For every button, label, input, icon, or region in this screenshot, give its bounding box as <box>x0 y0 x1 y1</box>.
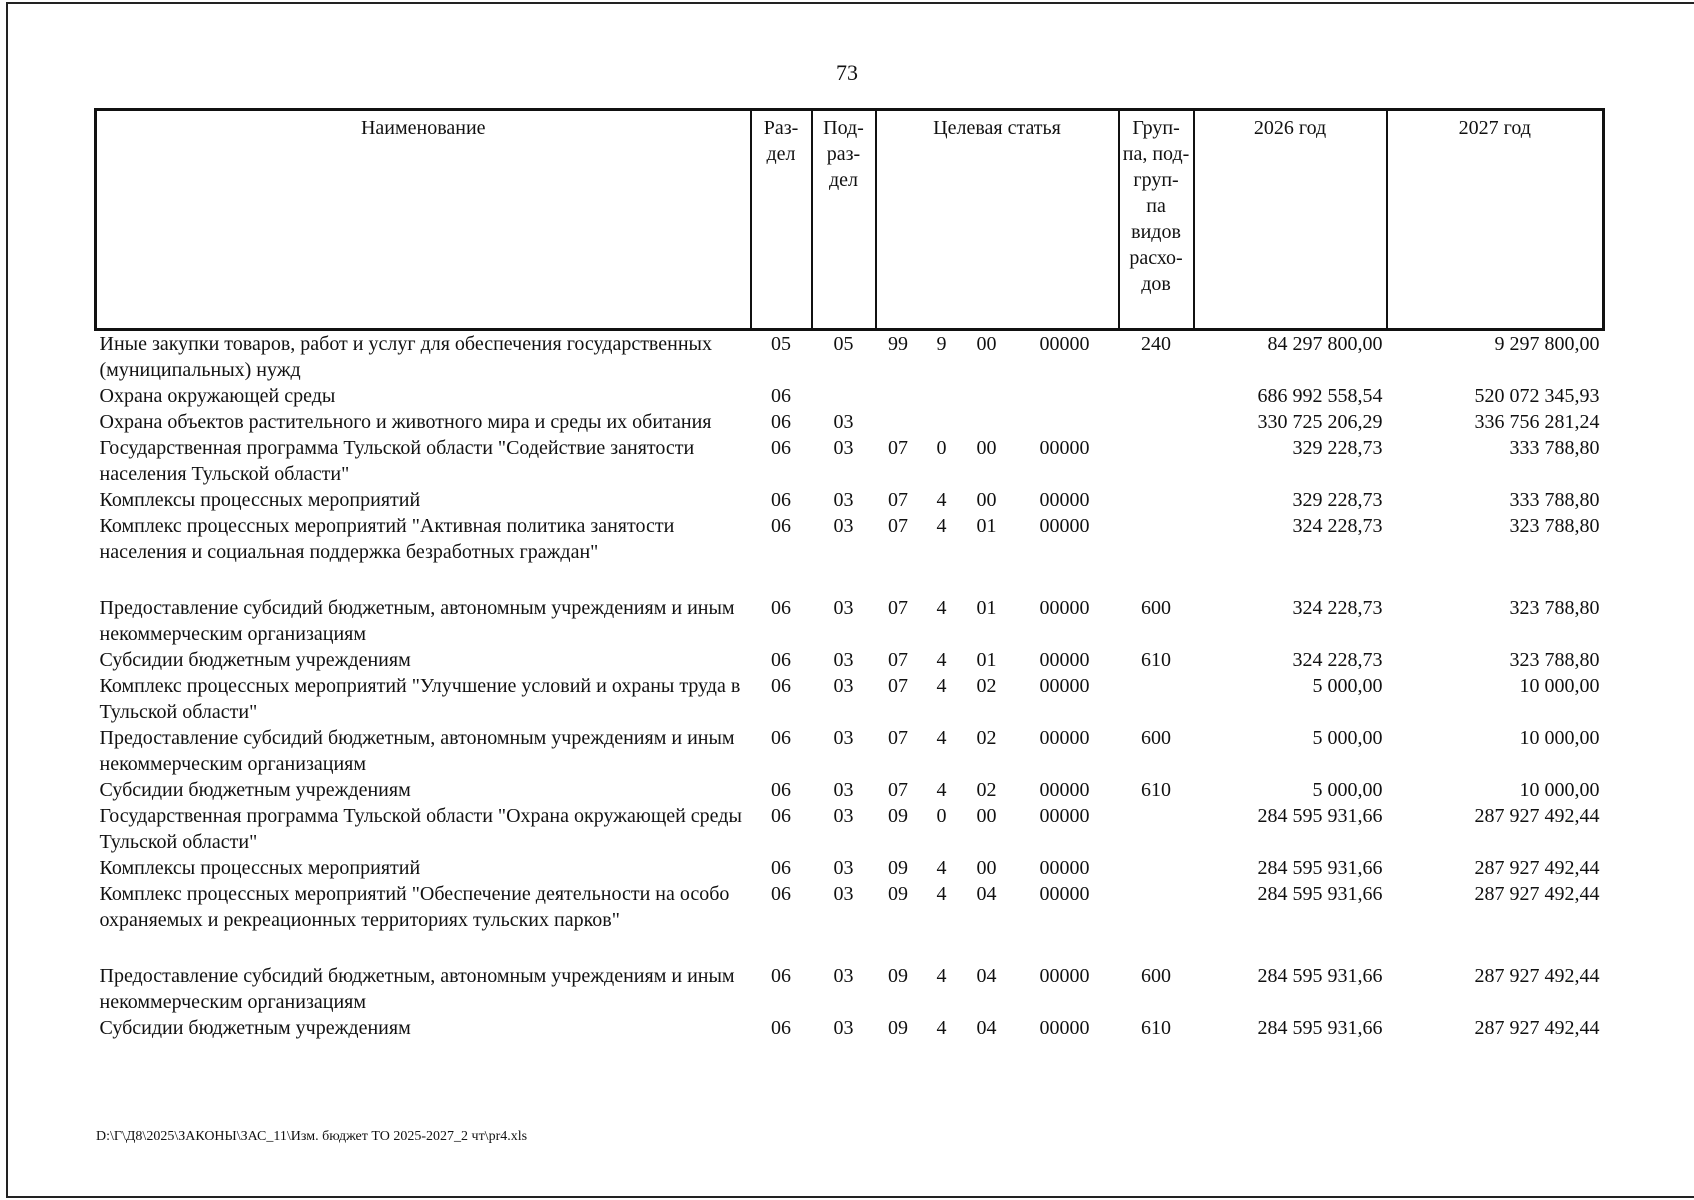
table-body <box>96 330 1604 1042</box>
table-row <box>96 647 1604 673</box>
cell-tselevaya-1: 07 <box>888 649 908 671</box>
cell-name: Иные закупки товаров, работ и услуг для обеспечения государственных (муниципальных) нужд <box>99 333 712 381</box>
cell-podrazdel: 03 <box>833 857 854 879</box>
cell-gruppa: 600 <box>1141 727 1172 749</box>
cell-gruppa <box>1119 487 1194 513</box>
cell-tselevaya-2 <box>921 383 963 409</box>
cell-tselevaya-2: 4 <box>936 675 947 697</box>
cell-gruppa <box>1119 435 1194 487</box>
cell-tselevaya-3: 00 <box>976 805 997 827</box>
cell-name: Субсидии бюджетным учреждениям <box>99 779 411 801</box>
table-row <box>96 409 1604 435</box>
cell-tselevaya-1: 09 <box>888 965 908 987</box>
cell-razdel: 06 <box>771 1017 791 1039</box>
cell-2026: 284 595 931,66 <box>1257 883 1383 905</box>
cell-2026: 324 228,73 <box>1292 597 1383 619</box>
table-row <box>96 1015 1604 1041</box>
cell-podrazdel: 03 <box>833 515 854 537</box>
cell-gruppa: 600 <box>1141 965 1172 987</box>
cell-tselevaya-3: 01 <box>976 597 997 619</box>
cell-razdel: 05 <box>771 333 791 355</box>
cell-tselevaya-2: 9 <box>936 333 947 355</box>
table-row <box>96 673 1604 725</box>
cell-tselevaya-4: 00000 <box>1039 675 1090 697</box>
cell-tselevaya-3: 04 <box>976 1017 997 1039</box>
cell-tselevaya-4: 00000 <box>1039 883 1090 905</box>
header-podrazdel: Под- раз- дел <box>812 110 876 330</box>
cell-name: Охрана окружающей среды <box>99 385 336 407</box>
cell-tselevaya-2: 4 <box>936 965 947 987</box>
cell-tselevaya-1 <box>876 383 921 409</box>
cell-2026: 324 228,73 <box>1292 649 1383 671</box>
cell-podrazdel: 03 <box>833 489 854 511</box>
cell-2027: 10 000,00 <box>1519 727 1600 749</box>
cell-2027: 287 927 492,44 <box>1474 805 1600 827</box>
cell-tselevaya-4: 00000 <box>1039 597 1090 619</box>
cell-name: Комплексы процессных мероприятий <box>99 489 421 511</box>
cell-tselevaya-2: 4 <box>936 597 947 619</box>
cell-2027: 333 788,80 <box>1509 489 1600 511</box>
header-name: Наименование <box>96 110 751 330</box>
cell-tselevaya-2: 4 <box>936 515 947 537</box>
cell-razdel: 06 <box>771 385 791 407</box>
cell-tselevaya-3: 02 <box>976 779 997 801</box>
cell-razdel: 06 <box>771 805 791 827</box>
cell-2026: 284 595 931,66 <box>1257 965 1383 987</box>
table-row <box>96 513 1604 595</box>
header-2027: 2027 год <box>1387 110 1604 330</box>
table-row <box>96 595 1604 647</box>
cell-name: Субсидии бюджетным учреждениям <box>99 1017 411 1039</box>
cell-2026: 5 000,00 <box>1312 675 1383 697</box>
cell-tselevaya-3: 02 <box>976 675 997 697</box>
cell-2027: 9 297 800,00 <box>1494 333 1600 355</box>
cell-2026: 84 297 800,00 <box>1267 333 1383 355</box>
cell-tselevaya-1: 09 <box>888 1017 908 1039</box>
cell-2027: 336 756 281,24 <box>1474 411 1600 433</box>
cell-2027: 10 000,00 <box>1519 779 1600 801</box>
cell-podrazdel: 03 <box>833 649 854 671</box>
cell-2027: 287 927 492,44 <box>1474 883 1600 905</box>
cell-podrazdel: 03 <box>833 411 854 433</box>
cell-gruppa: 240 <box>1141 333 1172 355</box>
cell-gruppa <box>1119 383 1194 409</box>
cell-tselevaya-2: 4 <box>936 649 947 671</box>
table-row <box>96 803 1604 855</box>
cell-tselevaya-3 <box>963 383 1011 409</box>
cell-2027: 287 927 492,44 <box>1474 857 1600 879</box>
cell-tselevaya-1 <box>876 409 921 435</box>
cell-gruppa: 600 <box>1141 597 1172 619</box>
cell-2026: 329 228,73 <box>1292 489 1383 511</box>
cell-2026: 330 725 206,29 <box>1257 411 1383 433</box>
cell-tselevaya-4: 00000 <box>1039 437 1090 459</box>
header-tselevaya-statya: Целевая статья <box>876 110 1119 330</box>
cell-2026: 284 595 931,66 <box>1257 1017 1383 1039</box>
cell-podrazdel: 03 <box>833 779 854 801</box>
cell-tselevaya-3 <box>963 409 1011 435</box>
cell-2027: 520 072 345,93 <box>1474 385 1600 407</box>
cell-gruppa <box>1119 409 1194 435</box>
cell-razdel: 06 <box>771 597 791 619</box>
cell-tselevaya-4: 00000 <box>1039 727 1090 749</box>
cell-razdel: 06 <box>771 675 791 697</box>
cell-podrazdel <box>812 383 876 409</box>
table-row <box>96 855 1604 881</box>
cell-podrazdel: 03 <box>833 597 854 619</box>
cell-tselevaya-4: 00000 <box>1039 1017 1090 1039</box>
cell-gruppa <box>1119 881 1194 963</box>
cell-name: Предоставление субсидий бюджетным, автономным учреждениям и иным некоммерческим организациям <box>99 597 735 645</box>
cell-razdel: 06 <box>771 649 791 671</box>
cell-tselevaya-2: 4 <box>936 883 947 905</box>
cell-tselevaya-1: 09 <box>888 805 908 827</box>
cell-podrazdel: 03 <box>833 965 854 987</box>
cell-tselevaya-2 <box>921 409 963 435</box>
cell-tselevaya-3: 02 <box>976 727 997 749</box>
page-number: 73 <box>836 60 858 85</box>
cell-2026: 284 595 931,66 <box>1257 805 1383 827</box>
cell-tselevaya-1: 07 <box>888 437 908 459</box>
cell-gruppa <box>1119 803 1194 855</box>
cell-tselevaya-4: 00000 <box>1039 965 1090 987</box>
cell-razdel: 06 <box>771 489 791 511</box>
cell-tselevaya-3: 04 <box>976 965 997 987</box>
cell-gruppa <box>1119 513 1194 595</box>
cell-name: Субсидии бюджетным учреждениям <box>99 649 411 671</box>
cell-tselevaya-4: 00000 <box>1039 333 1090 355</box>
page-frame-left <box>6 2 8 1196</box>
cell-2026: 686 992 558,54 <box>1257 385 1383 407</box>
cell-tselevaya-4: 00000 <box>1039 649 1090 671</box>
cell-name: Комплексы процессных мероприятий <box>99 857 421 879</box>
cell-razdel: 06 <box>771 779 791 801</box>
header-razdel: Раз- дел <box>751 110 812 330</box>
header-gruppa-vidov-raskhodov: Груп- па, под- груп- па видов расхо- дов <box>1119 110 1194 330</box>
table-row <box>96 881 1604 963</box>
cell-name: Комплекс процессных мероприятий "Обеспечение деятельности на особо охраняемых и рекреационных территориях тульских парков" <box>99 883 730 931</box>
cell-podrazdel: 03 <box>833 437 854 459</box>
cell-tselevaya-2: 4 <box>936 779 947 801</box>
cell-name: Комплекс процессных мероприятий "Улучшение условий и охраны труда в Тульской области" <box>99 675 741 723</box>
cell-2026: 329 228,73 <box>1292 437 1383 459</box>
cell-2026: 5 000,00 <box>1312 727 1383 749</box>
cell-gruppa: 610 <box>1141 1017 1172 1039</box>
table-row <box>96 777 1604 803</box>
cell-tselevaya-4: 00000 <box>1039 779 1090 801</box>
table-header-row <box>96 110 1604 330</box>
cell-tselevaya-3: 00 <box>976 857 997 879</box>
cell-podrazdel: 03 <box>833 883 854 905</box>
cell-tselevaya-1: 07 <box>888 675 908 697</box>
cell-podrazdel: 05 <box>833 333 854 355</box>
cell-2027: 287 927 492,44 <box>1474 1017 1600 1039</box>
table-row <box>96 963 1604 1015</box>
cell-tselevaya-3: 01 <box>976 515 997 537</box>
cell-razdel: 06 <box>771 515 791 537</box>
cell-tselevaya-3: 00 <box>976 489 997 511</box>
cell-gruppa <box>1119 673 1194 725</box>
cell-razdel: 06 <box>771 857 791 879</box>
cell-name: Предоставление субсидий бюджетным, автономным учреждениям и иным некоммерческим организациям <box>99 965 735 1013</box>
cell-tselevaya-2: 4 <box>936 727 947 749</box>
table-row <box>96 725 1604 777</box>
cell-tselevaya-4: 00000 <box>1039 515 1090 537</box>
page-frame-bottom <box>6 1196 1694 1198</box>
table-row <box>96 487 1604 513</box>
cell-tselevaya-4 <box>1011 409 1119 435</box>
cell-tselevaya-4: 00000 <box>1039 857 1090 879</box>
cell-tselevaya-3: 01 <box>976 649 997 671</box>
cell-2027: 333 788,80 <box>1509 437 1600 459</box>
cell-2026: 324 228,73 <box>1292 515 1383 537</box>
cell-razdel: 06 <box>771 727 791 749</box>
table-row <box>96 383 1604 409</box>
cell-tselevaya-4: 00000 <box>1039 489 1090 511</box>
cell-podrazdel: 03 <box>833 805 854 827</box>
cell-tselevaya-2: 4 <box>936 857 947 879</box>
footer-file-path: D:\Г\Д8\2025\ЗАКОНЫ\ЗАС_11\Изм. бюджет ТО 2025-2027_2 чт\pr4.xls <box>96 1129 528 1144</box>
cell-gruppa: 610 <box>1141 779 1172 801</box>
cell-2027: 323 788,80 <box>1509 597 1600 619</box>
table-row <box>96 330 1604 384</box>
cell-tselevaya-1: 07 <box>888 727 908 749</box>
cell-tselevaya-1: 99 <box>888 333 908 355</box>
cell-name: Государственная программа Тульской области "Охрана окружающей среды Тульской области" <box>99 805 742 853</box>
cell-tselevaya-1: 07 <box>888 489 908 511</box>
cell-podrazdel: 03 <box>833 727 854 749</box>
cell-tselevaya-1: 09 <box>888 883 908 905</box>
cell-tselevaya-1: 07 <box>888 515 908 537</box>
cell-gruppa: 610 <box>1141 649 1172 671</box>
cell-2026: 284 595 931,66 <box>1257 857 1383 879</box>
cell-tselevaya-1: 07 <box>888 779 908 801</box>
cell-tselevaya-2: 4 <box>936 489 947 511</box>
header-2026: 2026 год <box>1194 110 1387 330</box>
cell-name: Комплекс процессных мероприятий "Активная политика занятости населения и социальная поддержка безработных граждан" <box>99 515 675 563</box>
cell-razdel: 06 <box>771 965 791 987</box>
budget-table <box>94 108 1605 1041</box>
cell-tselevaya-1: 07 <box>888 597 908 619</box>
cell-2027: 287 927 492,44 <box>1474 965 1600 987</box>
cell-tselevaya-4: 00000 <box>1039 805 1090 827</box>
cell-tselevaya-4 <box>1011 383 1119 409</box>
cell-tselevaya-2: 0 <box>936 805 947 827</box>
cell-gruppa <box>1119 855 1194 881</box>
page-frame-top <box>8 2 1694 4</box>
cell-tselevaya-3: 00 <box>976 333 997 355</box>
cell-2027: 323 788,80 <box>1509 649 1600 671</box>
cell-tselevaya-1: 09 <box>888 857 908 879</box>
cell-podrazdel: 03 <box>833 1017 854 1039</box>
cell-tselevaya-2: 0 <box>936 437 947 459</box>
cell-razdel: 06 <box>771 883 791 905</box>
cell-tselevaya-3: 00 <box>976 437 997 459</box>
table-row <box>96 435 1604 487</box>
cell-2027: 323 788,80 <box>1509 515 1600 537</box>
cell-name: Охрана объектов растительного и животного мира и среды их обитания <box>99 411 712 433</box>
cell-razdel: 06 <box>771 437 791 459</box>
cell-razdel: 06 <box>771 411 791 433</box>
cell-2027: 10 000,00 <box>1519 675 1600 697</box>
cell-tselevaya-2: 4 <box>936 1017 947 1039</box>
cell-name: Предоставление субсидий бюджетным, автономным учреждениям и иным некоммерческим организациям <box>99 727 735 775</box>
cell-name: Государственная программа Тульской области "Содействие занятости населения Тульской области" <box>99 437 695 485</box>
cell-podrazdel: 03 <box>833 675 854 697</box>
cell-tselevaya-3: 04 <box>976 883 997 905</box>
cell-2026: 5 000,00 <box>1312 779 1383 801</box>
